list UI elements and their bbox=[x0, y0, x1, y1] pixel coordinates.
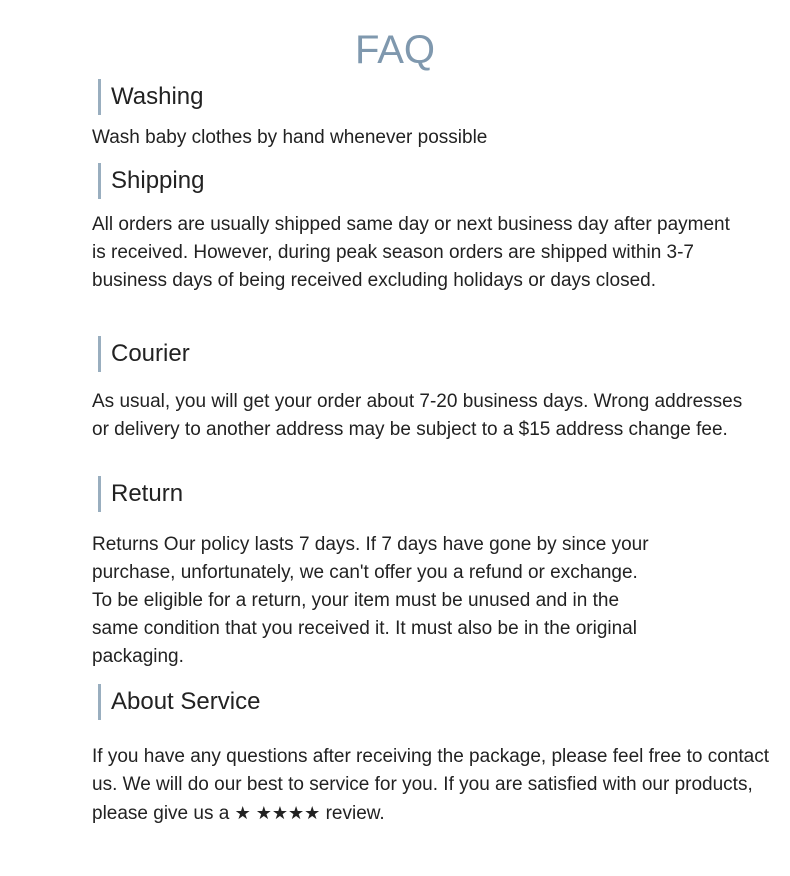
section-text-about-service bbox=[92, 743, 782, 828]
rating-stars-icon: ★ ★★★★ bbox=[234, 803, 321, 823]
section-text-courier: As usual, you will get your order about 7-20 business days. Wrong addresses or delivery to another address may be subject to a $15 address change fee. bbox=[92, 391, 743, 440]
section-heading-about-service: About Service bbox=[98, 684, 260, 720]
section-heading-courier: Courier bbox=[98, 336, 190, 372]
section-heading-washing: Washing bbox=[98, 79, 203, 115]
section-text-shipping: All orders are usually shipped same day or next business day after payment is received. However, during peak season orders are shipped within 3-7 business days of being received excluding holidays or days closed. bbox=[92, 214, 730, 291]
section-text-return: Returns Our policy lasts 7 days. If 7 days have gone by since your purchase, unfortunately, we can't offer you a refund or exchange. To be eligible for a return, your item must be unused and in the same condition that you received it. It must also be in the original packaging. bbox=[92, 534, 649, 667]
section-text-washing: Wash baby clothes by hand whenever possible bbox=[92, 127, 488, 148]
page-title: FAQ bbox=[354, 28, 436, 72]
section-heading-return: Return bbox=[98, 476, 183, 512]
section-heading-shipping: Shipping bbox=[98, 163, 204, 199]
about-service-text: If you have any questions after receiving the package, please feel free to contact us. We will do our best to service for you. If you are satisfied with our products, please give us a bbox=[92, 746, 770, 824]
about-service-text-end: review. bbox=[325, 803, 385, 824]
